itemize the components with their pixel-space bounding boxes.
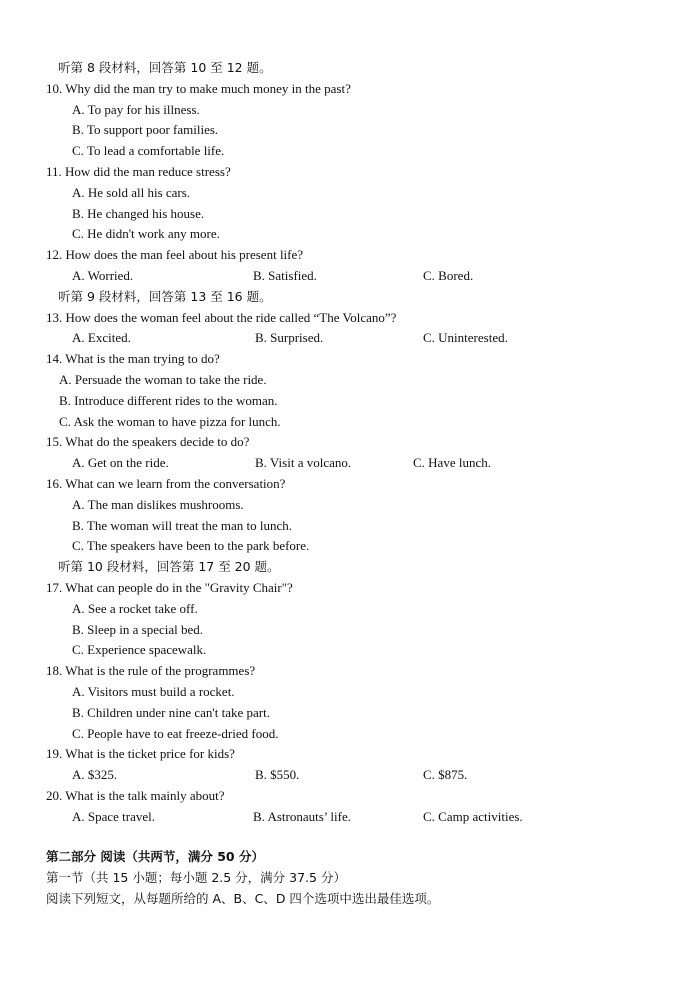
q11-option-a: A. He sold all his cars. (72, 185, 191, 200)
q10-option-a: A. To pay for his illness. (72, 102, 200, 117)
q14-option-b: B. Introduce different rides to the woman. (59, 393, 278, 408)
question-12: 12. How does the man feel about his present life? (46, 247, 304, 262)
q11-option-c: C. He didn't work any more. (72, 226, 220, 241)
q18-option-c: C. People have to eat freeze-dried food. (72, 726, 279, 741)
q14-option-c: C. Ask the woman to have pizza for lunch. (59, 414, 281, 429)
q20-option-c: C. Camp activities. (423, 809, 523, 824)
q14-option-a: A. Persuade the woman to take the ride. (59, 372, 267, 387)
question-18: 18. What is the rule of the programmes? (46, 663, 256, 678)
q16-option-c: C. The speakers have been to the park before. (72, 538, 310, 553)
q19-option-c: C. $875. (423, 767, 468, 782)
q15-option-a: A. Get on the ride. (72, 455, 169, 470)
q20-option-a: A. Space travel. (72, 809, 156, 824)
q12-option-c: C. Bored. (423, 268, 474, 283)
q18-option-b: B. Children under nine can't take part. (72, 705, 271, 720)
q13-option-a: A. Excited. (72, 330, 131, 345)
question-20: 20. What is the talk mainly about? (46, 788, 225, 803)
q17-option-b: B. Sleep in a special bed. (72, 622, 204, 637)
question-10: 10. Why did the man try to make much money in the past? (46, 81, 351, 96)
q19-option-a: A. $325. (72, 767, 118, 782)
question-14: 14. What is the man trying to do? (46, 351, 220, 366)
question-15: 15. What do the speakers decide to do? (46, 434, 250, 449)
q19-option-b: B. $550. (255, 767, 300, 782)
q16-option-b: B. The woman will treat the man to lunch. (72, 518, 292, 533)
q15-option-c: C. Have lunch. (413, 455, 491, 470)
q16-option-a: A. The man dislikes mushrooms. (72, 497, 244, 512)
q15-option-b: B. Visit a volcano. (255, 455, 352, 470)
question-13: 13. How does the woman feel about the ride called “The Volcano”? (46, 310, 397, 325)
q12-option-b: B. Satisfied. (253, 268, 317, 283)
q11-option-b: B. He changed his house. (72, 206, 205, 221)
q20-option-b: B. Astronauts’ life. (253, 809, 351, 824)
q17-option-a: A. See a rocket take off. (72, 601, 198, 616)
section-9-heading: 听第 9 段材料，回答第 13 至 16 题。 (58, 289, 272, 304)
reading-instruction: 阅读下列短文，从每题所给的 A、B、C、D 四个选项中选出最佳选项。 (46, 891, 440, 906)
q13-option-c: C. Uninterested. (423, 330, 508, 345)
q13-option-b: B. Surprised. (255, 330, 324, 345)
q10-option-b: B. To support poor families. (72, 122, 219, 137)
question-16: 16. What can we learn from the conversation? (46, 476, 286, 491)
section-10-heading: 听第 10 段材料，回答第 17 至 20 题。 (58, 559, 280, 574)
part-2-heading: 第二部分 阅读（共两节，满分 50 分） (46, 849, 264, 864)
section-1-heading: 第一节（共 15 小题；每小题 2.5 分，满分 37.5 分） (46, 870, 346, 885)
q10-option-c: C. To lead a comfortable life. (72, 143, 225, 158)
q18-option-a: A. Visitors must build a rocket. (72, 684, 235, 699)
q12-option-a: A. Worried. (72, 268, 134, 283)
question-19: 19. What is the ticket price for kids? (46, 746, 235, 761)
q17-option-c: C. Experience spacewalk. (72, 642, 207, 657)
question-11: 11. How did the man reduce stress? (46, 164, 231, 179)
section-8-heading: 听第 8 段材料，回答第 10 至 12 题。 (58, 60, 272, 75)
question-17: 17. What can people do in the "Gravity Chair"? (46, 580, 293, 595)
